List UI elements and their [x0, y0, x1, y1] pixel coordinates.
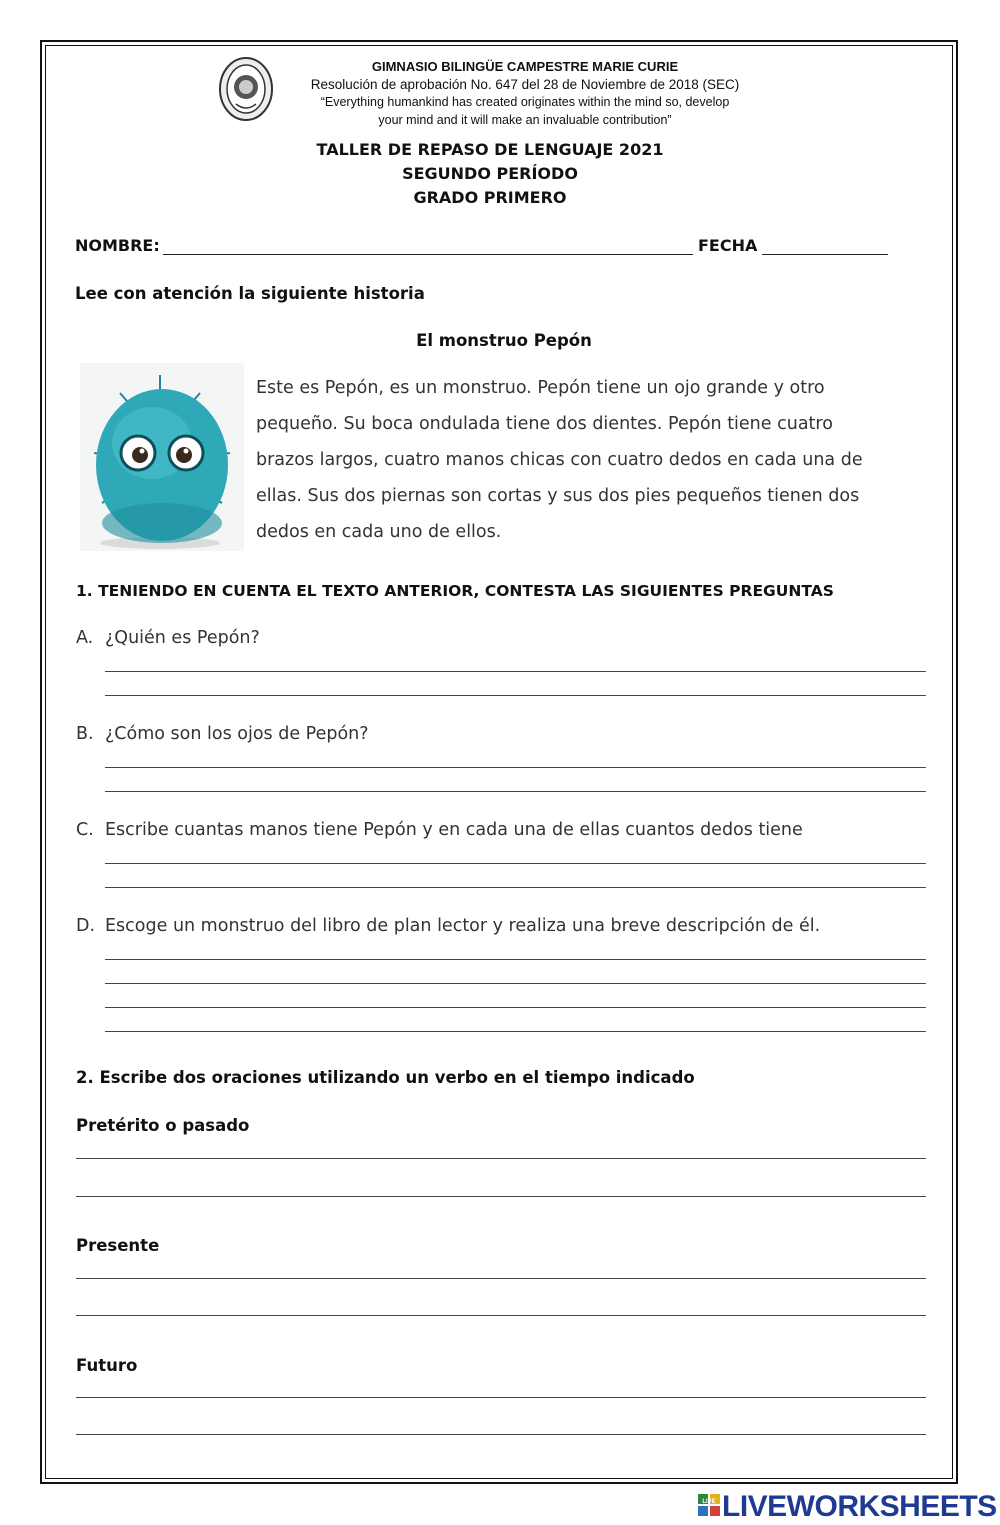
tense-future-label: Futuro	[76, 1356, 138, 1375]
question-d-letter: D.	[76, 916, 96, 936]
answer-d-line-1[interactable]	[105, 959, 926, 960]
school-name: GIMNASIO BILINGÜE CAMPESTRE MARIE CURIE	[371, 59, 679, 74]
answer-a-line-1[interactable]	[105, 671, 926, 672]
pepon-monster-image	[80, 363, 244, 551]
future-answer-line-1[interactable]	[76, 1397, 926, 1398]
answer-d-line-2[interactable]	[105, 983, 926, 984]
question-a: ¿Quién es Pepón?	[105, 628, 260, 648]
answer-d-line-3[interactable]	[105, 1007, 926, 1008]
reading-instruction: Lee con atención la siguiente historia	[75, 284, 425, 303]
question-b-letter: B.	[76, 724, 94, 744]
page-border	[40, 40, 958, 1484]
liveworksheets-badge-icon	[698, 1494, 720, 1516]
grade-title: GRADO PRIMERO	[413, 188, 567, 207]
question-d: Escoge un monstruo del libro de plan lector y realiza una breve descripción de él.	[105, 916, 821, 936]
answer-d-line-4[interactable]	[105, 1031, 926, 1032]
story-line-2: pequeño. Su boca ondulada tiene dos dientes. Pepón tiene cuatro	[256, 414, 833, 434]
present-answer-line-1[interactable]	[76, 1278, 926, 1279]
quote-line-2: your mind and it will make an invaluable contribution”	[378, 113, 672, 127]
school-seal-logo	[218, 56, 274, 122]
worksheet-title: TALLER DE REPASO DE LENGUAJE 2021	[316, 140, 664, 159]
section-2-heading: 2. Escribe dos oraciones utilizando un verbo en el tiempo indicado	[76, 1068, 695, 1087]
section-1-heading: 1. TENIENDO EN CUENTA EL TEXTO ANTERIOR, CONTESTA LAS SIGUIENTES PREGUNTAS	[76, 582, 834, 600]
answer-c-line-1[interactable]	[105, 863, 926, 864]
date-input-line[interactable]	[762, 235, 888, 255]
story-line-5: dedos en cada uno de ellos.	[256, 522, 502, 542]
tense-past-label: Pretérito o pasado	[76, 1116, 250, 1135]
story-line-3: brazos largos, cuatro manos chicas con cuatro dedos en cada una de	[256, 450, 863, 470]
answer-c-line-2[interactable]	[105, 887, 926, 888]
name-label: NOMBRE:	[75, 236, 160, 255]
tense-present-label: Presente	[76, 1236, 160, 1255]
answer-b-line-2[interactable]	[105, 791, 926, 792]
past-answer-line-1[interactable]	[76, 1158, 926, 1159]
answer-a-line-2[interactable]	[105, 695, 926, 696]
resolution-text: Resolución de aprobación No. 647 del 28 de Noviembre de 2018 (SEC)	[310, 77, 740, 92]
liveworksheets-logo[interactable]: LIVEWORKSHEETS	[722, 1490, 997, 1523]
story-line-4: ellas. Sus dos piernas son cortas y sus dos pies pequeños tienen dos	[256, 486, 860, 506]
name-input-line[interactable]	[163, 235, 693, 255]
question-c-letter: C.	[76, 820, 94, 840]
answer-b-line-1[interactable]	[105, 767, 926, 768]
story-title: El monstruo Pepón	[416, 331, 592, 350]
present-answer-line-2[interactable]	[76, 1315, 926, 1316]
date-label: FECHA	[698, 236, 758, 255]
future-answer-line-2[interactable]	[76, 1434, 926, 1435]
liveworksheets-badge-text: LIVE	[702, 1499, 716, 1505]
question-c: Escribe cuantas manos tiene Pepón y en cada una de ellas cuantos dedos tiene	[105, 820, 803, 840]
story-line-1: Este es Pepón, es un monstruo. Pepón tiene un ojo grande y otro	[256, 378, 825, 398]
question-b: ¿Cómo son los ojos de Pepón?	[105, 724, 369, 744]
past-answer-line-2[interactable]	[76, 1196, 926, 1197]
question-a-letter: A.	[76, 628, 94, 648]
period-title: SEGUNDO PERÍODO	[402, 164, 578, 183]
quote-line-1: “Everything humankind has created originates within the mind so, develop	[320, 95, 730, 109]
